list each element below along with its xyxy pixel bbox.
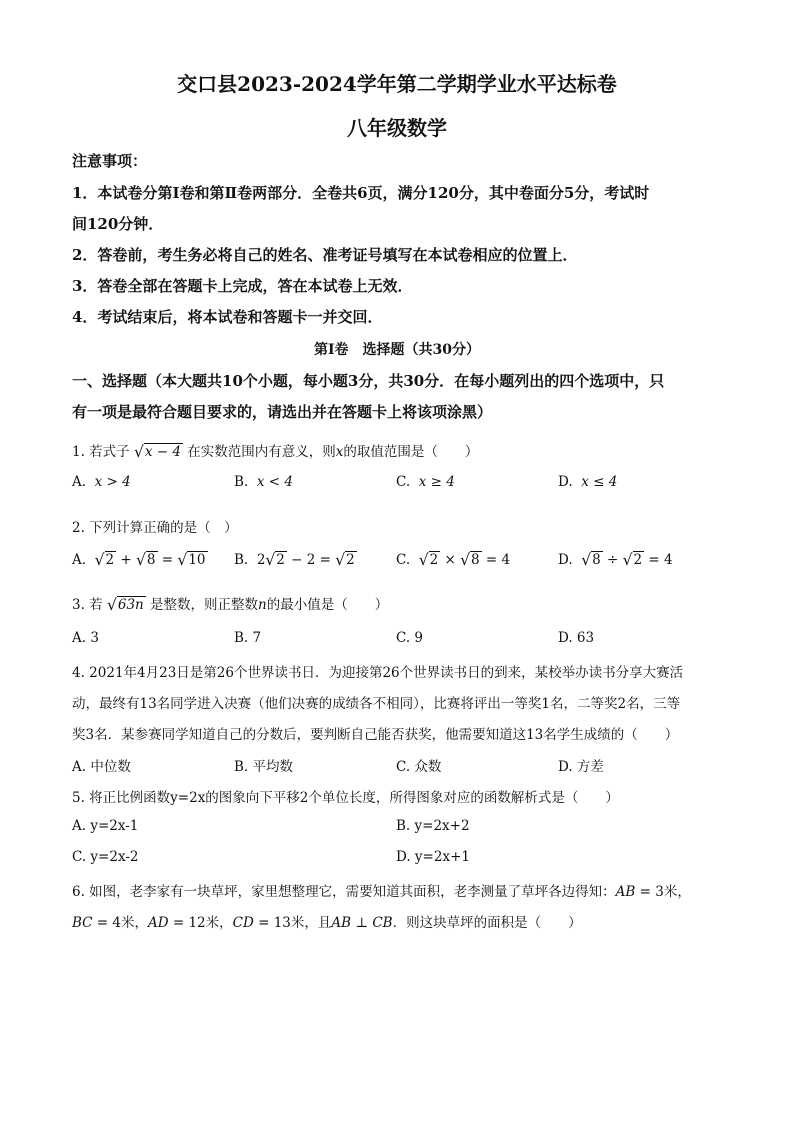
- section-title: 第Ⅰ卷 选择题（共30分）: [313, 342, 481, 358]
- q2-b-radicand-2: 2: [346, 552, 355, 568]
- q2-d-radicand-1: 8: [592, 552, 601, 568]
- q3-middle: 是整数，则正整数: [150, 597, 259, 613]
- q2-option-c-label: C.: [396, 552, 411, 568]
- q1-option-c: [396, 474, 455, 490]
- q5-option-c: C. y=2x-2: [72, 849, 139, 865]
- q1-option-d: [558, 474, 617, 490]
- q2-c-sqrt-1: √2: [418, 551, 439, 569]
- note-item-1: 1．本试卷分第Ⅰ卷和第Ⅱ卷两部分．全卷共6页，满分120分，其中卷面分5分，考试时: [72, 184, 650, 202]
- q3-sqrt-expression: [107, 596, 146, 614]
- q6-prefix: 6. 如图，老李家有一块草坪，家里想整理它，需要知道其面积，老李测量了草坪各边得知：: [72, 884, 616, 900]
- q2-option-b: [234, 551, 357, 569]
- note-item-3: 3．答卷全部在答题卡上完成，答在本试卷上无效．: [72, 277, 413, 295]
- section-instructions-2: 有一项是最符合题目要求的，请选出并在答题卡上将该项涂黑）: [72, 403, 493, 421]
- q2-c-op: ×: [440, 552, 461, 568]
- q2-c-sqrt-2: √8: [460, 551, 480, 569]
- q1-middle: 在实数范围内有意义，则: [187, 444, 336, 460]
- q2-b-sqrt-1: √2: [265, 551, 285, 569]
- q3-prefix: 3. 若: [72, 597, 103, 613]
- q1-suffix: 的取值范围是（ ）: [343, 444, 479, 460]
- question-1-stem: [72, 440, 732, 461]
- sqrt-sign-icon: √: [106, 596, 117, 614]
- q5-option-d: D. y=2x+1: [396, 849, 470, 865]
- q3-var: n: [258, 597, 267, 613]
- q2-option-d-label: D.: [558, 552, 573, 568]
- q2-c-radicand-2: 8: [471, 552, 480, 568]
- q2-a-sqrt-3: √10: [177, 551, 206, 569]
- q6-bc: BC: [72, 915, 93, 931]
- note-item-4: 4．考试结束后，将本试卷和答题卡一并交回．: [72, 308, 383, 326]
- q2-b-sqrt-2: √2: [335, 551, 355, 569]
- q3-option-a: A. 3: [72, 630, 99, 646]
- q4-option-d: D. 方差: [558, 759, 604, 775]
- q5-option-b: B. y=2x+2: [396, 818, 470, 834]
- q2-a-sqrt-2: √8: [136, 551, 156, 569]
- q3-option-b: B. 7: [234, 630, 262, 646]
- q2-a-radicand-1: 2: [105, 552, 115, 568]
- q6-cd-value: = 13米，且: [253, 915, 332, 931]
- q4-option-b: B. 平均数: [234, 759, 294, 775]
- notes-heading: 注意事项：: [72, 152, 148, 170]
- q6-ad: AD: [148, 915, 169, 931]
- section-instructions-1: 一、选择题（本大题共10个小题，每小题3分，共30分．在每小题列出的四个选项中，只: [72, 372, 665, 390]
- q1-option-b-label: B.: [234, 474, 249, 490]
- q6-ab: AB: [615, 884, 636, 900]
- q6-ab-value: = 3米，: [635, 884, 691, 900]
- q2-d-sqrt-1: √8: [581, 551, 601, 569]
- q1-radicand: x − 4: [144, 444, 181, 460]
- exam-subtitle: 八年级数学: [347, 116, 447, 140]
- q1-option-d-label: D.: [558, 474, 573, 490]
- q1-option-a-label: A.: [72, 474, 87, 490]
- q1-option-d-expr: x ≤ 4: [581, 474, 618, 490]
- q5-option-a: A. y=2x-1: [72, 818, 139, 834]
- q4-option-c: C. 众数: [396, 759, 442, 775]
- q2-d-sqrt-2: √2: [622, 551, 643, 569]
- q1-option-b-expr: x < 4: [256, 474, 293, 490]
- question-4-line-1: 4. 2021年4月23日是第26个世界读书日．为迎接第26个世界读书日的到来，某校举办读书分享大赛活: [72, 665, 684, 681]
- q2-d-radicand-2: 2: [633, 552, 643, 568]
- q2-a-op: +: [116, 552, 137, 568]
- q3-suffix: 的最小值是（ ）: [266, 597, 389, 613]
- q3-radicand: 63n: [117, 597, 144, 613]
- question-3-stem: [72, 593, 732, 614]
- question-4-line-2: 动，最终有13名同学进入决赛（他们决赛的成绩各不相同），比赛将评出一等奖1名，二等奖2名，三等: [72, 696, 681, 712]
- question-2-stem: 2. 下列计算正确的是（ ）: [72, 520, 238, 536]
- question-4-line-3: 奖3名．某参赛同学知道自己的分数后，要判断自己能否获奖，他需要知道这13名学生成绩的（ ）: [72, 727, 679, 743]
- q2-d-op: ÷: [602, 552, 623, 568]
- question-5-stem: 5. 将正比例函数y=2x的图象向下平移2个单位长度，所得图象对应的函数解析式是（ ）: [72, 790, 619, 806]
- q2-b-coef: 2: [256, 552, 266, 568]
- q1-option-c-expr: x ≥ 4: [418, 474, 455, 490]
- q6-perpendicular: AB ⊥ CB: [331, 915, 393, 931]
- q2-c-radicand-1: 2: [429, 552, 439, 568]
- q1-option-c-label: C.: [396, 474, 411, 490]
- q2-d-eq: = 4: [644, 552, 673, 568]
- q1-option-a: [72, 474, 131, 490]
- q2-option-b-label: B.: [234, 552, 249, 568]
- q1-prefix: 1. 若式子: [72, 444, 130, 460]
- q3-option-d: D. 63: [558, 630, 595, 646]
- q1-sqrt-expression: [134, 443, 183, 461]
- q3-option-c: C. 9: [396, 630, 424, 646]
- q2-a-radicand-3: 10: [188, 552, 206, 568]
- q1-option-b: [234, 474, 293, 490]
- q4-option-a: A. 中位数: [72, 759, 131, 775]
- note-item-2: 2．答卷前，考生务必将自己的姓名、准考证号填写在本试卷相应的位置上．: [72, 246, 578, 264]
- exam-title: 交口县2023-2024学年第二学期学业水平达标卷: [177, 72, 617, 96]
- q2-option-a: [72, 551, 208, 569]
- q2-c-eq: = 4: [481, 552, 511, 568]
- question-6-line-2: [72, 911, 732, 931]
- q2-a-sqrt-1: √2: [94, 551, 115, 569]
- q2-a-eq: =: [157, 552, 178, 568]
- q2-option-c: [396, 551, 510, 569]
- note-item-1-cont: 间120分钟．: [72, 215, 164, 233]
- q6-bc-value: = 4米，: [92, 915, 148, 931]
- sqrt-sign-icon: √: [133, 443, 144, 461]
- q2-a-radicand-2: 8: [146, 552, 156, 568]
- q6-ad-value: = 12米，: [168, 915, 233, 931]
- q2-option-a-label: A.: [72, 552, 87, 568]
- q6-cd: CD: [232, 915, 254, 931]
- q1-option-a-expr: x > 4: [94, 474, 131, 490]
- q1-var: x: [335, 444, 344, 460]
- question-6-line-1: [72, 880, 732, 900]
- q6-suffix: ．则这块草坪的面积是（ ）: [392, 915, 582, 931]
- q2-b-op: − 2 =: [286, 552, 336, 568]
- q2-option-d: [558, 551, 673, 569]
- q2-b-radicand-1: 2: [276, 552, 285, 568]
